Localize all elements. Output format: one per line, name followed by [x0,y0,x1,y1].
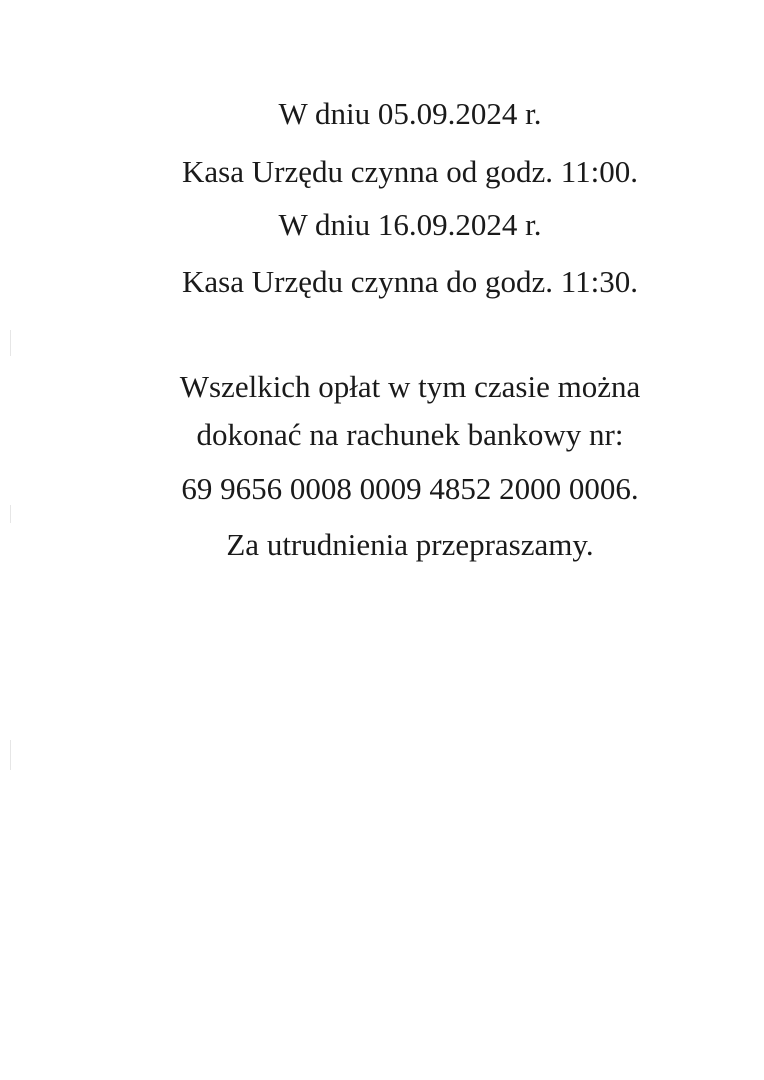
payment-info-line-1: Wszelkich opłat w tym czasie można [179,369,641,404]
date-line-2: W dniu 16.09.2024 r. [278,207,542,242]
cashier-hours-line-2: Kasa Urzędu czynna do godz. 11:30. [182,264,638,299]
bank-account-number: 69 9656 0008 0009 4852 2000 0006. [181,471,639,506]
date-line-1: W dniu 05.09.2024 r. [278,96,542,131]
scan-edge-mark [10,505,11,523]
apology-line: Za utrudnienia przepraszamy. [226,527,594,562]
cashier-hours-line-1: Kasa Urzędu czynna od godz. 11:00. [182,154,638,189]
scan-edge-mark [10,330,11,356]
scan-edge-mark [10,740,11,770]
payment-info-line-2: dokonać na rachunek bankowy nr: [196,417,624,452]
